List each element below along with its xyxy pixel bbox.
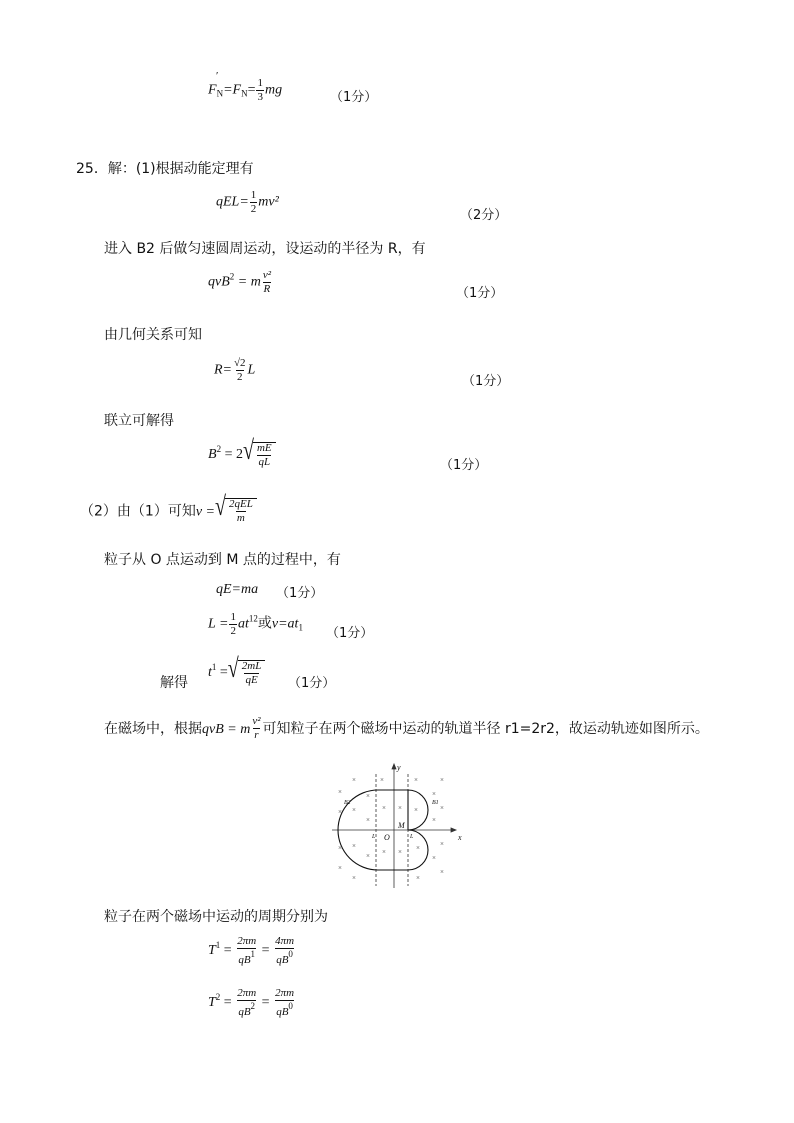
eq-t1-lhs: t <box>208 665 212 681</box>
equation-qe: qE=ma <box>216 582 259 597</box>
eq-l-sup: 12 <box>248 613 258 624</box>
cross-mark: × <box>398 848 402 856</box>
eq-qvb-fraction <box>262 270 272 295</box>
frac-num: 1 <box>250 189 257 201</box>
cross-mark: × <box>366 852 370 860</box>
frac-den <box>275 1000 294 1018</box>
cross-mark: × <box>352 806 356 814</box>
sqrt-body <box>225 498 257 524</box>
frac-den <box>237 948 256 966</box>
text-enter-b2: 进入 B2 后做匀速圆周运动，设运动的半径为 R，有 <box>104 241 426 257</box>
eq-r-lhs: R= <box>214 362 232 378</box>
cross-mark: × <box>338 864 342 872</box>
equation-qel <box>216 190 279 215</box>
eq-fn-sub2: N <box>241 88 248 99</box>
label-b2: B2 <box>344 800 351 806</box>
cross-mark: × <box>338 808 342 816</box>
text-geometry: 由几何关系可知 <box>104 327 202 343</box>
sqrt-b2 <box>242 436 276 468</box>
frac-den-text: qB <box>238 1006 251 1018</box>
cross-mark: × <box>352 776 356 784</box>
eq-qvb-lhs: qvB <box>208 274 230 290</box>
cross-mark: × <box>416 874 420 882</box>
cross-mark: × <box>366 816 370 824</box>
eq-field-fraction <box>251 716 261 741</box>
frac-den-text: qB <box>276 954 289 966</box>
equation-t1-period <box>208 936 296 966</box>
eq-qel-fraction <box>250 190 258 215</box>
frac-den: r <box>254 729 259 741</box>
text-field-suffix: 可知粒子在两个磁场中运动的轨道半径 r1=2r2，故运动轨迹如图所示。 <box>262 721 709 737</box>
label-origin: O <box>384 833 390 842</box>
radical-sign: √ <box>227 654 239 684</box>
eq-fn-eq: = <box>247 82 256 98</box>
frac-num: 2πm <box>237 935 257 947</box>
line-part2 <box>80 492 257 524</box>
frac-num: 2mL <box>241 660 262 672</box>
equation-qvb <box>208 270 273 295</box>
eq-l-tail: at <box>237 616 249 632</box>
frac-num: 2πm <box>275 987 295 999</box>
frac-den: 2 <box>230 625 236 637</box>
eq-b2-sup: 2 <box>216 444 222 455</box>
frac-den: R <box>263 283 271 295</box>
eq-T1-eq1: = <box>220 943 236 959</box>
frac-den-sup: 0 <box>288 949 293 959</box>
text-field-prefix: 在磁场中，根据 <box>104 721 202 737</box>
frac-num: 1 <box>257 77 263 89</box>
eq-b2-lhs: B <box>208 447 217 463</box>
eq-T1-fraction2 <box>274 936 295 966</box>
eq-r-tail: L <box>247 362 256 378</box>
frac-den-sup: 1 <box>250 949 256 959</box>
cross-mark: × <box>440 776 444 784</box>
frac-num: v² <box>262 269 272 281</box>
frac-num: 1 <box>230 611 236 623</box>
frac-den: 3 <box>257 91 263 103</box>
eq-T2-sup: 2 <box>215 992 221 1003</box>
eq-T2-eq2: = <box>258 995 274 1011</box>
frac-den: 2 <box>250 203 257 215</box>
x-axis-arrow <box>451 828 456 832</box>
eq-T1-fraction1 <box>236 936 257 966</box>
eq-fn-sub: N <box>216 88 224 99</box>
text-part2-prefix: （2）由（1）可知 <box>80 503 196 520</box>
equation-t2-period <box>208 988 296 1018</box>
eq-qvb-eq: = m <box>234 274 261 290</box>
frac-num: 2πm <box>237 987 257 999</box>
score-b2: （1分） <box>440 458 488 473</box>
score-qvb: （1分） <box>456 286 504 301</box>
cross-mark: × <box>380 776 384 784</box>
score-qe: （1分） <box>276 586 324 601</box>
equation-fn <box>208 78 282 103</box>
cross-mark: × <box>414 806 418 814</box>
radical-sign: √ <box>215 492 226 522</box>
eq-fn-tail: mg <box>264 82 283 98</box>
frac-num: √2 <box>234 357 246 369</box>
eq-qel-lhs: qEL= <box>216 194 249 210</box>
cross-mark: × <box>338 844 342 852</box>
eq-qel-tail: mv² <box>258 194 279 210</box>
radical-sign: √ <box>242 436 254 466</box>
eq-t1-fraction <box>241 661 263 686</box>
eq-v-lhs: v = <box>195 504 215 520</box>
sqrt-v <box>215 492 257 524</box>
frac-den-text: qB <box>276 1006 289 1018</box>
frac-num: 2qEL <box>228 498 253 510</box>
cross-mark: × <box>352 874 356 882</box>
frac-num: 4πm <box>275 935 295 947</box>
cross-mark: × <box>382 848 386 856</box>
eq-T2-fraction1 <box>236 988 257 1018</box>
eq-qvb-sup: 2 <box>229 271 235 282</box>
frac-den <box>237 1000 256 1018</box>
sqrt-t1 <box>227 654 266 686</box>
eq-field-lhs: qvB = m <box>202 722 251 737</box>
frac-den-sup: 0 <box>288 1001 293 1011</box>
frac-den-text: qB <box>238 954 251 966</box>
eq-l-alt-sub: 1 <box>298 622 303 633</box>
cross-mark: × <box>440 804 444 812</box>
cross-mark: × <box>440 868 444 876</box>
cross-mark: × <box>398 804 402 812</box>
cross-mark: × <box>432 790 436 798</box>
score-t1: （1分） <box>288 676 336 691</box>
label-l1: L <box>372 834 376 840</box>
eq-r-fraction <box>233 358 247 383</box>
frac-den-sup: 2 <box>250 1001 256 1011</box>
score-qel: （2分） <box>460 208 508 223</box>
label-axis-y: y <box>397 763 401 772</box>
eq-l-lhs: L = <box>208 616 229 632</box>
equation-l <box>208 612 303 637</box>
eq-T2-eq1: = <box>220 995 236 1011</box>
y-axis-arrow <box>392 764 396 769</box>
line-field <box>104 716 709 741</box>
equation-t1 <box>208 654 265 686</box>
frac-num: v² <box>252 715 261 727</box>
cross-mark: × <box>366 792 370 800</box>
text-particle: 粒子从 O 点运动到 M 点的过程中，有 <box>104 552 341 568</box>
eq-T1-lhs: T <box>208 943 216 959</box>
eq-b2-fraction <box>256 443 273 468</box>
eq-t1-sup: 1 <box>211 662 217 673</box>
label-point-m: M <box>398 821 405 830</box>
text-solve: 解得 <box>160 675 188 691</box>
frac-den: m <box>236 512 245 524</box>
sqrt-body <box>238 660 266 686</box>
eq-t1-eq: = <box>216 665 228 681</box>
frac-den: qL <box>258 456 271 468</box>
score-r: （1分） <box>462 374 510 389</box>
text-combine: 联立可解得 <box>104 413 174 429</box>
sqrt-body <box>253 442 276 468</box>
equation-b2 <box>208 436 276 468</box>
frac-den: 2 <box>237 371 243 383</box>
eq-l-alt: v=at <box>271 616 299 632</box>
trajectory-figure <box>328 760 468 892</box>
cross-mark: × <box>432 854 436 862</box>
cross-mark: × <box>382 804 386 812</box>
cross-mark: × <box>432 816 436 824</box>
eq-T2-fraction2 <box>274 988 295 1018</box>
eq-b2-eq: = 2 <box>221 447 243 463</box>
heading-25: 25．解：(1)根据动能定理有 <box>76 161 254 177</box>
cross-mark: × <box>416 844 420 852</box>
eq-fn-fraction <box>256 78 264 103</box>
eq-fn-mid: =F <box>223 82 242 98</box>
text-or: 或 <box>257 615 272 632</box>
label-l2: L <box>410 834 414 840</box>
eq-fn-prime: ′ <box>216 70 219 82</box>
frac-den <box>275 948 294 966</box>
text-period: 粒子在两个磁场中运动的周期分别为 <box>104 909 328 925</box>
label-axis-x: x <box>458 833 462 842</box>
cross-mark: × <box>352 842 356 850</box>
eq-v-fraction <box>228 499 254 524</box>
score-l: （1分） <box>326 626 374 641</box>
eq-T2-lhs: T <box>208 995 216 1011</box>
label-b1: B1 <box>432 800 439 806</box>
eq-l-fraction <box>229 612 237 637</box>
frac-num: mE <box>256 442 272 454</box>
cross-marks <box>338 776 444 882</box>
eq-T1-sup: 1 <box>215 940 221 951</box>
equation-r <box>214 358 255 383</box>
cross-mark: × <box>414 776 418 784</box>
eq-T1-eq2: = <box>258 943 274 959</box>
score-fn: （1分） <box>330 90 378 105</box>
frac-den: qE <box>245 674 258 686</box>
eq-fn-lhs: F <box>208 82 217 98</box>
cross-mark: × <box>338 788 342 796</box>
cross-mark: × <box>440 840 444 848</box>
